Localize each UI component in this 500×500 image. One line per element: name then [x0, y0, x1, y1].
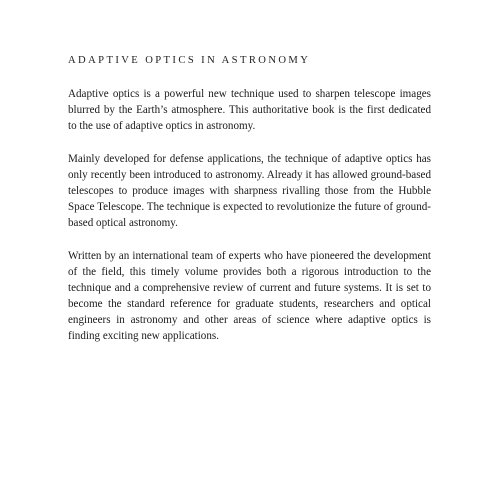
paragraph-authors: Written by an international team of experts who have pioneered the development of the field, this timely volume provides both a rigorous introduction to the technique and a comprehensive review of current and future systems. It is set to become the standard reference for graduate students, researchers and optical engineers in astronomy and other areas of science where adaptive optics is finding exciting new applications. [68, 250, 431, 342]
paragraph-intro: Adaptive optics is a powerful new technique used to sharpen telescope images blurred by the Earth’s atmosphere. This authoritative book is the first dedicated to the use of adaptive optics in astronomy. [68, 88, 431, 132]
page-heading: ADAPTIVE OPTICS IN ASTRONOMY [68, 55, 311, 66]
page-content [68, 54, 431, 344]
paragraph-history: Mainly developed for defense applications, the technique of adaptive optics has only recently been introduced to astronomy. Already it has allowed ground-based telescopes to produce images with sharpness rivalling those from the Hubble Space Telescope. The technique is expected to revolutionize the future of ground-based optical astronomy. [68, 153, 431, 229]
